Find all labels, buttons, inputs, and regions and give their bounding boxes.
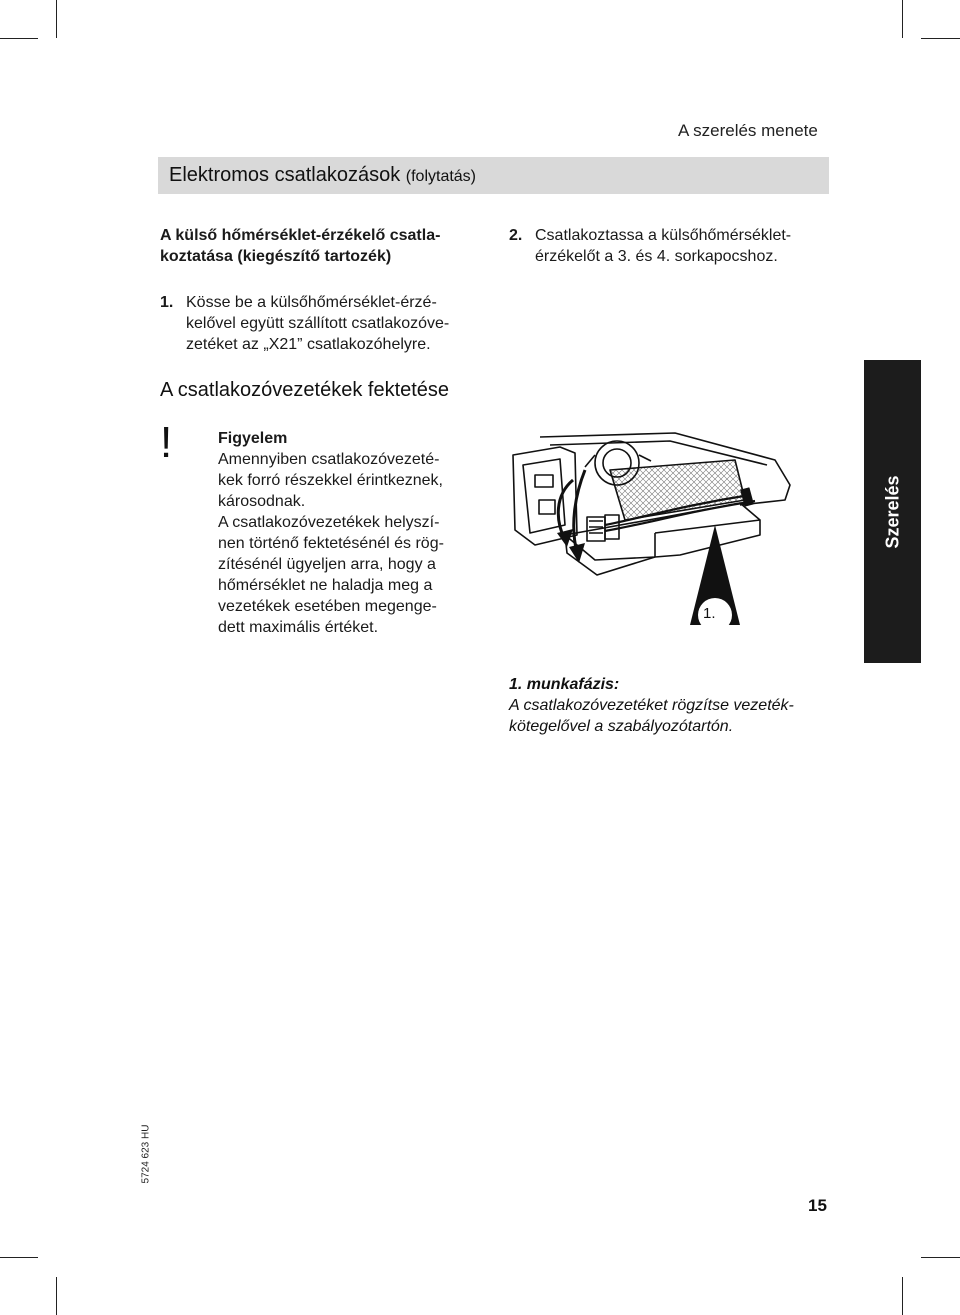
crop-mark xyxy=(56,0,57,38)
sensor-heading xyxy=(160,225,490,267)
caption-title: 1. munkafázis: xyxy=(509,676,620,693)
step-1-line: kelővel együtt szállított csatlakozóve- xyxy=(186,315,450,332)
illustration-step-label: 1. xyxy=(703,605,716,622)
step-1-number: 1. xyxy=(160,294,174,311)
document-code: 5724 623 HU xyxy=(140,1124,152,1184)
page-title xyxy=(169,164,476,187)
page-title-text: Elektromos csatlakozások xyxy=(169,164,401,186)
warning-icon: ! xyxy=(160,418,173,467)
chapter-tab xyxy=(864,360,921,663)
warning-line: nen történő fektetésénél és rög- xyxy=(218,535,444,552)
step-1 xyxy=(160,292,500,355)
routing-heading: A csatlakozóvezetékek fektetése xyxy=(160,379,450,401)
step-2 xyxy=(509,225,839,267)
title-bar xyxy=(158,157,829,194)
warning-line: kek forró részekkel érintkeznek, xyxy=(218,472,443,489)
section-label: A szerelés menete xyxy=(678,121,818,140)
crop-mark xyxy=(902,1277,903,1315)
crop-mark xyxy=(921,38,960,39)
warning-line: dett maximális értéket. xyxy=(218,619,379,636)
warning-line: A csatlakozóvezetékek helyszí- xyxy=(218,514,440,531)
crop-mark xyxy=(0,1257,38,1258)
caption-line: A csatlakozóvezetéket rögzítse vezeték- xyxy=(509,697,794,714)
crop-mark xyxy=(921,1257,960,1258)
step-2-line: érzékelőt a 3. és 4. sorkapocshoz. xyxy=(535,248,778,265)
warning-title: Figyelem xyxy=(218,430,288,447)
warning-line: zítésénél ügyeljen arra, hogy a xyxy=(218,556,436,573)
step-2-line: Csatlakoztassa a külsőhőmérséklet- xyxy=(535,227,792,244)
caption-line: kötegelővel a szabályozótartón. xyxy=(509,718,734,735)
figure-caption xyxy=(509,674,839,737)
warning-block xyxy=(218,428,498,638)
warning-line: Amennyiben csatlakozóvezeté- xyxy=(218,451,440,468)
step-1-line: Kösse be a külsőhőmérséklet-érzé- xyxy=(186,294,437,311)
crop-mark xyxy=(902,0,903,38)
step-1-line: zetéket az „X21” csatlakozóhelyre. xyxy=(186,336,431,353)
page-number: 15 xyxy=(808,1196,827,1215)
crop-mark xyxy=(56,1277,57,1315)
step-2-number: 2. xyxy=(509,227,523,244)
page-title-subtitle: (folytatás) xyxy=(405,168,477,185)
warning-line: vezetékek esetében megenge- xyxy=(218,598,437,615)
sensor-heading-line: A külső hőmérséklet-érzékelő csatla- xyxy=(160,227,441,244)
crop-mark xyxy=(0,38,38,39)
chapter-tab-label: Szerelés xyxy=(882,474,902,549)
sensor-heading-line: koztatása (kiegészítő tartozék) xyxy=(160,248,392,265)
warning-line: hőmérséklet ne haladja meg a xyxy=(218,577,433,594)
warning-line: károsodnak. xyxy=(218,493,306,510)
controller-mount-illustration xyxy=(505,425,805,640)
